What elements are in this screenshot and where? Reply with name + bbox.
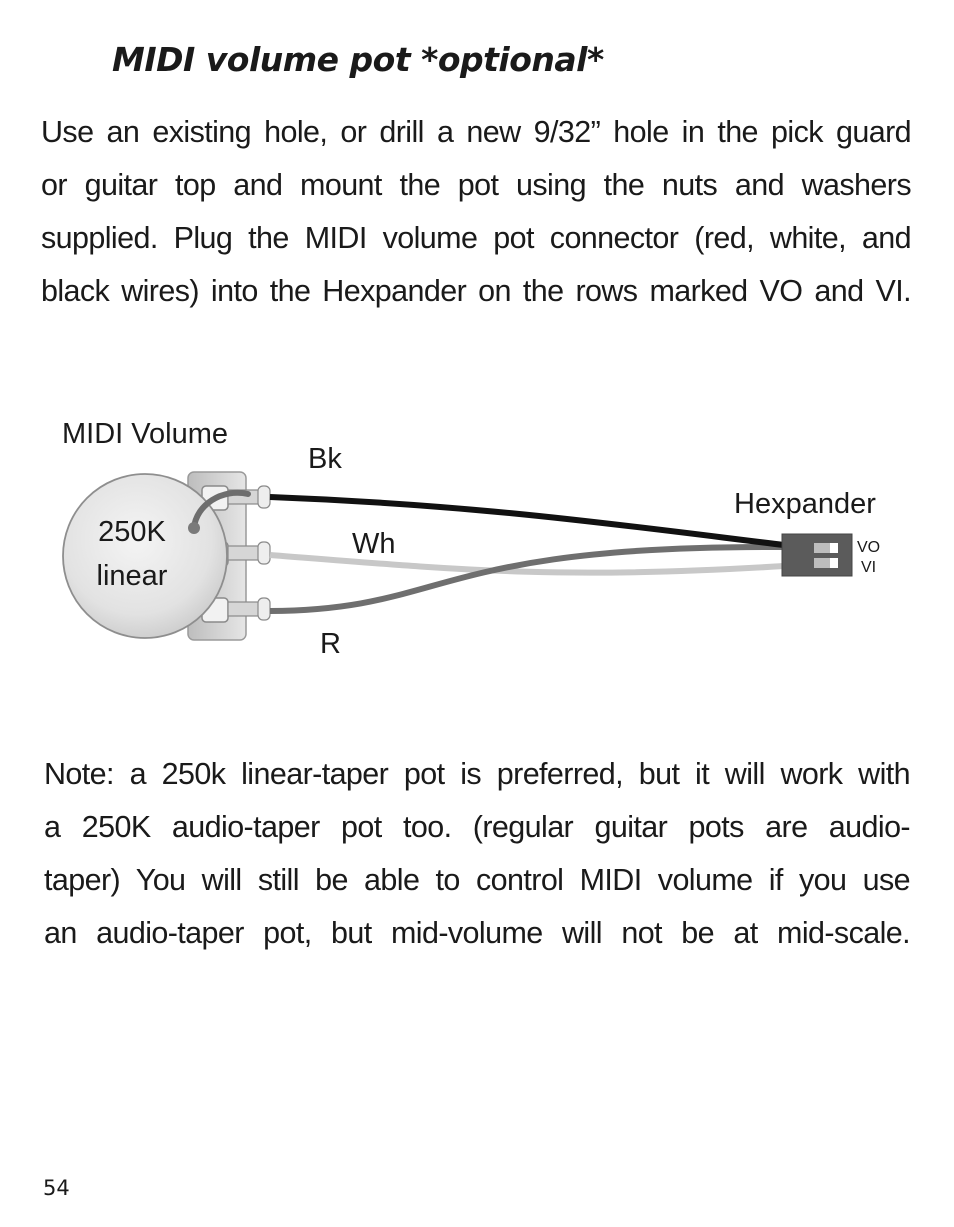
wire-label-red: R — [320, 628, 341, 660]
pot-taper: linear — [96, 560, 168, 592]
pin-label-vo: VO — [857, 539, 881, 556]
pot-solder-point — [188, 522, 200, 534]
pot-value: 250K — [98, 516, 166, 548]
wire-red — [270, 547, 784, 611]
section-title: MIDI volume pot *optional* — [112, 40, 604, 79]
note-line: taper) You will still be able to control MIDI volume if you use — [44, 863, 910, 897]
page-number: 54 — [43, 1176, 70, 1200]
note-line: an audio-taper pot, but mid-volume will not be at mid-scale. — [44, 916, 910, 950]
wire-label-white: Wh — [352, 528, 396, 560]
intro-paragraph — [41, 106, 911, 318]
pot-body — [63, 474, 227, 638]
intro-line: Use an existing hole, or drill a new 9/32” hole in the pick guard — [41, 115, 911, 149]
wiring-diagram — [0, 400, 954, 700]
intro-line: supplied. Plug the MIDI volume pot connector (red, white, and — [41, 221, 911, 255]
intro-line: black wires) into the Hexpander on the rows marked VO and VI. — [41, 274, 911, 308]
note-line: Note: a 250k linear-taper pot is preferred, but it will work with — [44, 757, 910, 791]
intro-line: or guitar top and mount the pot using the nuts and washers — [41, 168, 911, 202]
pin-label-vi: VI — [861, 559, 877, 576]
note-line: a 250K audio-taper pot too. (regular guitar pots are audio- — [44, 810, 910, 844]
pot-label: MIDI Volume — [62, 418, 228, 450]
wire-black — [270, 497, 784, 545]
hexpander-label: Hexpander — [734, 488, 876, 520]
hexpander-connector — [782, 534, 852, 576]
pin-vi-highlight — [830, 558, 838, 568]
wire-label-black: Bk — [308, 443, 342, 475]
note-paragraph — [44, 748, 910, 960]
pin-vo-highlight — [830, 543, 838, 553]
